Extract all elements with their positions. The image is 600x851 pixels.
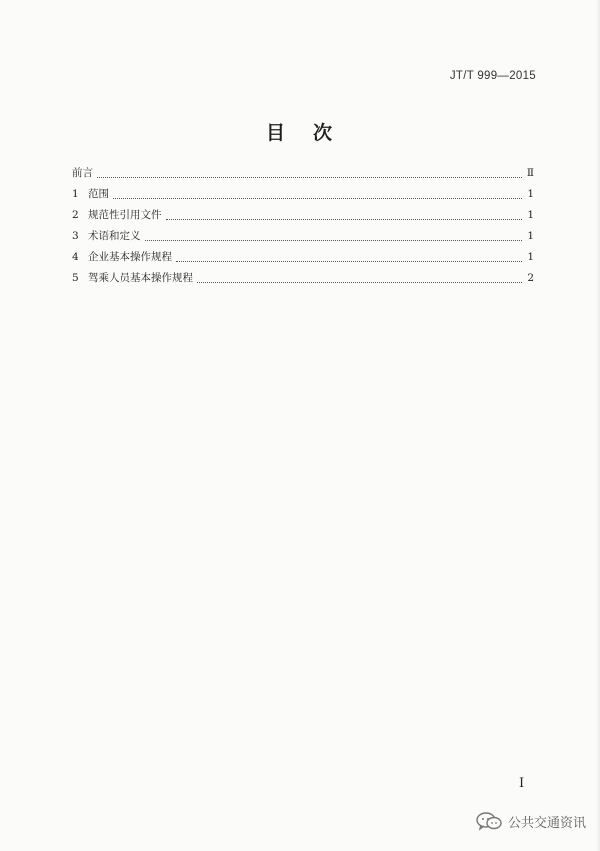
toc-entry-number: 4: [72, 251, 79, 263]
toc-entry-page: 2: [527, 272, 534, 284]
toc-entry-page: 1: [527, 209, 534, 221]
table-of-contents: [72, 163, 534, 289]
toc-entry-label: 范围: [88, 188, 109, 200]
toc-entry-label: 企业基本操作规程: [88, 251, 172, 263]
toc-entry-label: 规范性引用文件: [88, 209, 162, 221]
standard-code: JT/T 999—2015: [449, 70, 536, 82]
toc-entry-page: 1: [527, 230, 534, 242]
toc-entry-normative-references[interactable]: [72, 205, 534, 226]
title-char-1: 目: [265, 122, 287, 144]
toc-entry-number: 5: [72, 272, 79, 284]
toc-entry-scope[interactable]: [72, 184, 534, 205]
watermark-text: 公共交通资讯: [507, 815, 586, 831]
toc-leader-dots: [145, 240, 523, 241]
wechat-icon: [475, 811, 503, 831]
toc-entry-page: 1: [527, 188, 534, 200]
toc-leader-dots: [166, 219, 523, 220]
toc-entry-number: 1: [72, 188, 79, 200]
toc-entry-enterprise-procedures[interactable]: [72, 247, 534, 268]
toc-entry-page: Ⅱ: [526, 167, 534, 179]
toc-entry-label: 驾乘人员基本操作规程: [88, 272, 193, 284]
toc-entry-number: 3: [72, 230, 79, 242]
title-char-2: 次: [313, 122, 335, 144]
toc-leader-dots: [176, 261, 522, 262]
toc-entry-terms-definitions[interactable]: [72, 226, 534, 247]
toc-leader-dots: [97, 177, 522, 178]
watermark: [475, 811, 586, 831]
toc-entry-foreword[interactable]: [72, 163, 534, 184]
toc-leader-dots: [113, 198, 522, 199]
toc-entry-crew-procedures[interactable]: [72, 268, 534, 289]
toc-leader-dots: [197, 282, 522, 283]
page-title: [0, 118, 600, 145]
toc-entry-label: 术语和定义: [88, 230, 141, 242]
toc-entry-number: 2: [72, 209, 79, 221]
toc-entry-page: 1: [527, 251, 534, 263]
toc-entry-label: 前言: [72, 167, 93, 179]
page-number: I: [519, 776, 525, 791]
